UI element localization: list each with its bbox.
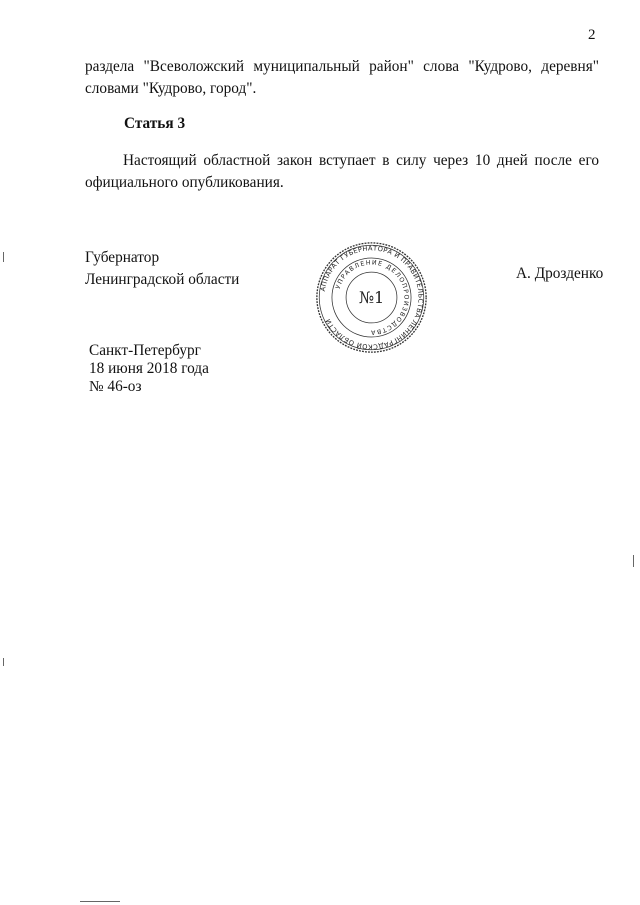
page-number: 2	[588, 27, 596, 43]
scan-edge-mark-lower	[3, 658, 4, 666]
signature-position-line2: Ленинградской области	[85, 271, 240, 288]
seal-inner-text: УПРАВЛЕНИЕ ДЕЛОПРОИЗВОДСТВА	[334, 259, 410, 336]
law-number: № 46-оз	[89, 378, 142, 395]
seal-number: №1	[358, 288, 385, 308]
seal-icon	[315, 241, 428, 354]
place-date: 18 июня 2018 года	[89, 360, 209, 377]
article-text: Настоящий областной закон вступает в силу через 10 дней после его официального опубликования.	[85, 152, 599, 191]
scan-edge-mark-bottom	[80, 901, 120, 902]
paragraph-continuation: раздела "Всеволожский муниципальный район" слова "Кудрово, деревня" словами "Кудрово, город".	[85, 58, 599, 97]
article-heading: Статья 3	[124, 115, 186, 132]
official-seal-stamp	[315, 241, 428, 354]
place-date-block	[89, 342, 209, 396]
seal-outer-text: АППАРАТ ГУБЕРНАТОРА И ПРАВИТЕЛЬСТВА ЛЕНИНГРАДСКОЙ ОБЛАСТИ	[318, 244, 425, 351]
signature-position-line1: Губернатор	[85, 249, 160, 266]
scan-edge-mark-top	[3, 252, 4, 262]
signature-position	[85, 247, 239, 291]
signature-name: А. Дрозденко	[516, 265, 604, 282]
scan-edge-mark-middle	[633, 555, 634, 567]
place-city: Санкт-Петербург	[89, 342, 201, 359]
